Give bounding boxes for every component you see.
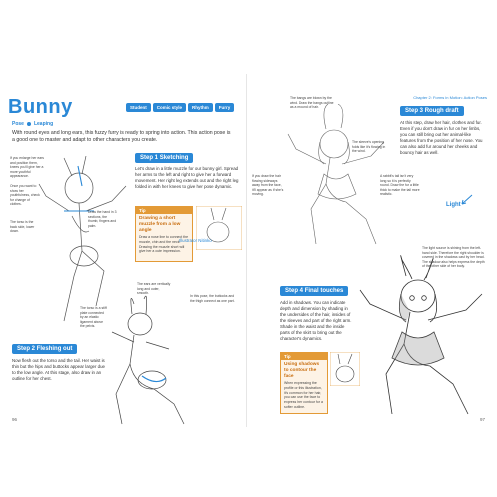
bullet-icon: [27, 122, 31, 126]
tag-comic-style: Comic style: [153, 103, 186, 112]
tip-box-right: [280, 352, 328, 414]
note-ears-long: The ears are vertically long and outer, smooth.: [137, 282, 171, 296]
illustrator-label: Illustrator: [179, 238, 198, 243]
tip-box-left: [135, 206, 193, 262]
illustrator-name: Nitinko: [198, 238, 212, 243]
tag-list: [126, 103, 234, 112]
final-bunny-illustration: [358, 254, 488, 419]
note-bangs: The bangs are blown by the wind. Draw the bangs outline as a mound of hair.: [290, 96, 334, 110]
light-label: Light: [446, 202, 461, 208]
step4-title: Final touches: [304, 288, 344, 294]
step2-badge: [12, 344, 77, 354]
note-tail: A rabbit's tail isn't very long so it is perfectly round. Draw the fur a little thick to make the tail more realistic.: [380, 174, 420, 197]
tag-rhythm: Rhythm: [188, 103, 213, 112]
pose-label: [12, 121, 53, 127]
step3-body: At this step, draw her hair, clothes and fur. Even if you don't draw in fur on her limbs, you can still bring out her animal-like features from the position of her nose. You can also add fur around her cheeks and bouncy hair as well.: [400, 120, 483, 155]
tip-text-right: When expressing the profile or this illustration, it's common for her hair, you can use the face to express her contour for a softer outline.: [284, 381, 323, 409]
tip-title: Drawing a short muzzle from a low angle: [139, 216, 181, 233]
page-number-right: 97: [479, 417, 485, 422]
book-spread: [4, 74, 493, 427]
note-buttocks: In this pose, the buttocks and the thigh connect as one part.: [190, 294, 235, 303]
note-light-source: The light source is shining from the left-hand side. Therefore the right shoulder is covered in the shadows cast by her head. The shadow also helps express the depth of the other side of her body.: [422, 246, 485, 269]
note-hair-flow: If you draw the hair flowing sideways away from the face, it'll appear as if she's moving.: [252, 174, 284, 197]
note-torso: The torso is the back side, lower down.: [10, 220, 35, 234]
bunny-face-thumbnail: [330, 352, 360, 386]
tip-title-right: Using shadows to contour the face: [284, 362, 320, 379]
step1-title: Sketching: [159, 155, 189, 161]
rough-draft-illustration: [286, 104, 386, 254]
tag-furry: Furry: [215, 103, 235, 112]
step4-body: Add in shadows. You can indicate depth and dimension by shading in the undersides of the hair, insides of the sleeves and part of the right arm. Shade in the waist and the inside parts of the skirt to bring out the character's dynamics.: [280, 300, 352, 341]
pose-name: Leaping: [33, 121, 54, 127]
tip-label-right: Tip: [281, 353, 327, 360]
step1-body: Let's draw in a little muzzle for our bunny girl. Spread her arms to the left and right to give her a forward movement. Her right leg extends out and the right leg folded in with her knees to give her pose dynamic.: [135, 166, 239, 189]
note-sleeve: The sleeve's opening folds like it's flowing in the wind.: [352, 140, 386, 154]
note-hand: Draw the hand in 3 sections, the thumb, fingers and palm.: [88, 210, 117, 228]
step3-title: Rough draft: [424, 108, 459, 114]
illustrator-credit: [179, 238, 212, 243]
page-title: Bunny: [8, 96, 73, 118]
step1-badge: [135, 153, 193, 163]
step2-title: Fleshing out: [36, 346, 73, 352]
step3-number: Step 3: [405, 108, 424, 114]
step3-badge: [400, 106, 464, 116]
tag-student: Student: [126, 103, 151, 112]
intro-text: With round eyes and long ears, this fuzzy furry is ready to spring into action. This action pose is a good one to master and adapt to other characters you create.: [12, 130, 231, 144]
tip-text: Draw a nose line to connect the muzzle, chin and the neck. Drawing the muzzle short will give her a cute impression.: [139, 235, 189, 254]
right-page: [250, 74, 493, 427]
page-number-left: 96: [12, 417, 18, 422]
left-page: [4, 74, 247, 427]
note-stiff-plate: The torso is a stiff plate connected by an elastic ligament above the pelvis.: [80, 306, 107, 329]
step2-body: Now flesh out the torso and the tail. Her waist is thin but the hips and buttocks appear larger due to the low angle. At this stage, also draw in an outline for her chest.: [12, 358, 105, 381]
light-arrow-icon: [460, 194, 474, 206]
tip-label: Tip: [136, 207, 192, 214]
note-ears: If you enlarge her ears and position them, knees you'll give her a more youthful appearance.: [10, 156, 44, 179]
pose-prefix: Pose: [12, 121, 24, 127]
note-youthful: Once you want to show her youthfulness, check for change of clothes.: [10, 184, 40, 207]
step4-badge: [280, 286, 348, 296]
bunny-fleshed-illustration: [104, 294, 194, 427]
step2-number: Step 2: [17, 346, 36, 352]
step4-number: Step 4: [285, 288, 304, 294]
step1-number: Step 1: [140, 155, 159, 161]
chapter-header: Chapter 2: Forms in Motion: Action Poses: [413, 95, 487, 100]
bunny-head-sketch: [196, 206, 242, 250]
